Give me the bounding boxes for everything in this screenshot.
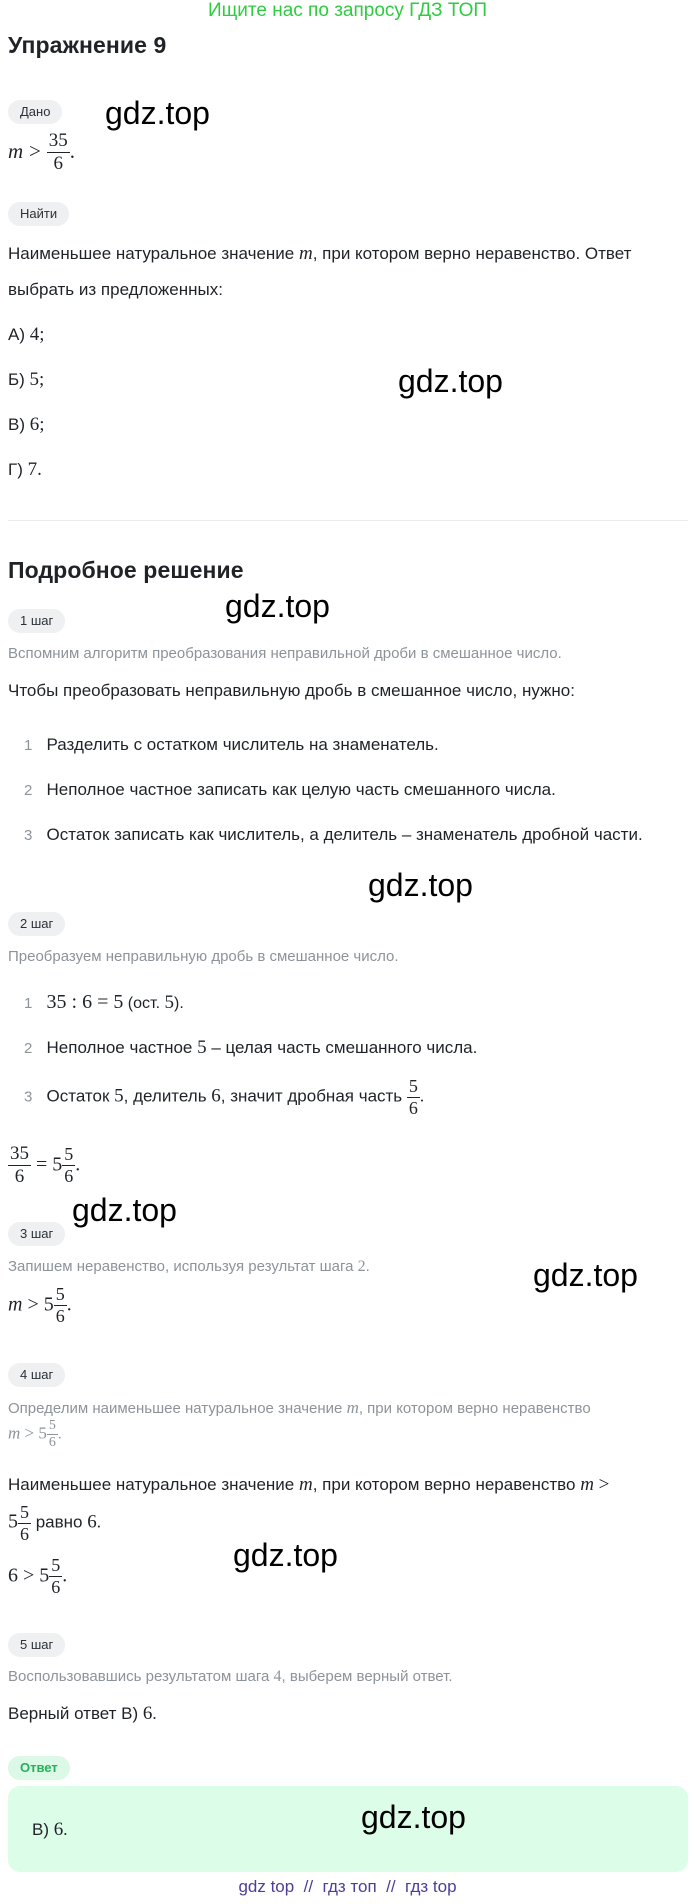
- find-badge: Найти: [8, 202, 69, 226]
- step5-text: Верный ответ В) 6.: [8, 1703, 157, 1724]
- step1-item-3: 3 Остаток записать как числитель, а делитель – знаменатель дробной части.: [24, 825, 643, 844]
- answer-badge: Ответ: [8, 1756, 70, 1780]
- find-text: Наименьшее натуральное значение m, при котором верно неравенство. Ответ выбрать из предложенных:: [8, 243, 632, 299]
- step3-hint: Запишем неравенство, используя результат шага 2.: [8, 1258, 370, 1275]
- step2-item-1: 1 35 : 6 = 5 (ост. 5).: [24, 991, 184, 1013]
- step3-badge: 3 шаг: [8, 1222, 65, 1246]
- footer-links[interactable]: gdz top // гдз топ // гдз top: [238, 1877, 457, 1896]
- section-divider: [8, 520, 688, 521]
- step2-badge: 2 шаг: [8, 912, 65, 936]
- step2-result: $\frac{35}{6}$ = 5 $\frac{5}{6}$ .: [10, 1143, 81, 1187]
- step4-badge: 4 шаг: [8, 1363, 65, 1387]
- step4-line2: 5 $\frac{5}{6}$ равно 6.: [8, 1502, 101, 1544]
- given-badge: Дано: [8, 100, 62, 124]
- step1-badge: 1 шаг: [8, 609, 65, 633]
- given-inequality: m > $\frac{35}{6}$ .: [8, 130, 75, 174]
- step2-hint: Преобразуем неправильную дробь в смешанное число.: [8, 948, 399, 965]
- step4-hint-ineq: m > 5 $\frac{5}{6}$ .: [8, 1418, 62, 1451]
- step1-intro: Чтобы преобразовать неправильную дробь в смешанное число, нужно:: [8, 681, 575, 700]
- step5-badge: 5 шаг: [8, 1633, 65, 1657]
- watermark: gdz.top: [368, 867, 473, 903]
- watermark: gdz.top: [361, 1799, 466, 1835]
- watermark: gdz.top: [233, 1537, 338, 1573]
- watermark: gdz.top: [105, 95, 210, 131]
- step1-item-2: 2 Неполное частное записать как целую часть смешанного числа.: [24, 780, 556, 799]
- step4-inequality: 6 > 5 $\frac{5}{6}$ .: [8, 1555, 68, 1597]
- step4-hint: Определим наименьшее натуральное значение m, при котором верно неравенство: [8, 1398, 591, 1417]
- watermark: gdz.top: [225, 588, 330, 624]
- option-d: Г) 7.: [8, 459, 42, 480]
- answer-box: [8, 1786, 688, 1872]
- answer-text: В) 6.: [32, 1819, 68, 1840]
- step1-hint: Вспомним алгоритм преобразования неправильной дроби в смешанное число.: [8, 645, 562, 662]
- search-hint: Ищите нас по запросу ГДЗ ТОП: [207, 0, 488, 21]
- watermark: gdz.top: [72, 1192, 177, 1228]
- option-a: А) 4;: [8, 324, 45, 345]
- step1-item-1: 1 Разделить с остатком числитель на знаменатель.: [24, 735, 439, 754]
- watermark: gdz.top: [533, 1257, 638, 1293]
- step4-line1: Наименьшее натуральное значение m, при котором верно неравенство m >: [8, 1474, 610, 1495]
- solution-title: Подробное решение: [8, 557, 244, 583]
- option-c: В) 6;: [8, 414, 45, 435]
- watermark: gdz.top: [398, 363, 503, 399]
- step2-item-3: 3 Остаток 5, делитель 6, значит дробная часть $\frac{5}{6}$ .: [24, 1076, 425, 1118]
- exercise-title: Упражнение 9: [8, 32, 167, 58]
- step3-inequality: m > 5 $\frac{5}{6}$ .: [8, 1284, 72, 1326]
- step2-item-2: 2 Неполное частное 5 – целая часть смешанного числа.: [24, 1037, 478, 1058]
- step5-hint: Воспользовавшись результатом шага 4, выберем верный ответ.: [8, 1668, 453, 1685]
- option-b: Б) 5;: [8, 369, 45, 390]
